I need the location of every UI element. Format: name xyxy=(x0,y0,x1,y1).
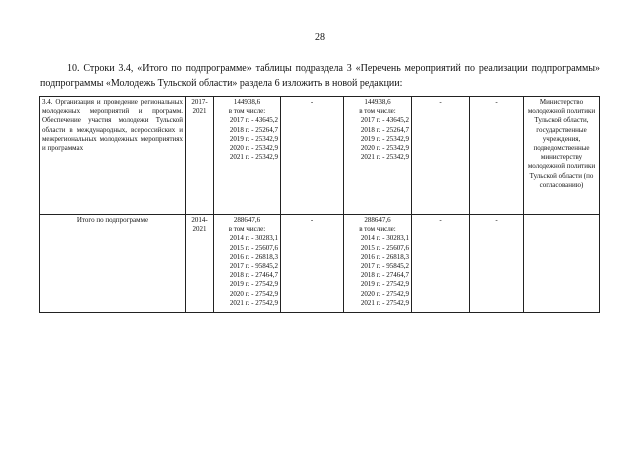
amendment-paragraph: 10. Строки 3.4, «Итого по подпрограмме» таблицы подраздела 3 «Перечень мероприятий по реализации подпрограммы» подпрограммы «Молодежь Тульской области» раздела 6 изложить в новой редакции: xyxy=(40,63,600,89)
executor-cell: Министерство молодежной политики Тульской области, государственные учреждения, подведомственные министерству молодежной политики Тульской области (по согласованию) xyxy=(524,97,600,215)
year-amount: 2019 г. - 27542,9 xyxy=(229,280,278,289)
year-amount: 2019 г. - 25342,9 xyxy=(360,134,409,143)
year-amount: 2020 г. - 27542,9 xyxy=(229,289,278,298)
total-funding-cell xyxy=(214,97,281,215)
year-amount: 2015 г. - 25607,6 xyxy=(360,243,409,252)
including-label: в том числе: xyxy=(359,225,396,234)
executor-cell xyxy=(524,215,600,313)
year-amount: 2020 г. - 25342,9 xyxy=(229,144,278,153)
year-amount: 2015 г. - 25607,6 xyxy=(229,243,278,252)
year-amount: 2014 г. - 30283,1 xyxy=(360,234,409,243)
regional-budget-cell xyxy=(344,215,412,313)
total-amount: 144938,6 xyxy=(364,98,391,106)
page-number: 28 xyxy=(315,32,325,43)
year-amount: 2021 г. - 25342,9 xyxy=(229,153,278,162)
table-row-total xyxy=(40,215,600,313)
extrabudgetary-cell: - xyxy=(470,97,524,215)
activity-name-cell: 3.4. Организация и проведение региональных молодежных мероприятий и программ. Обеспечение участия молодежи Тульской области в международных, всероссийских и межрегиональных молодежных мероприятиях и программах xyxy=(40,97,186,215)
year-amount: 2018 г. - 27464,7 xyxy=(360,271,409,280)
federal-budget-cell: - xyxy=(281,215,344,313)
including-label: в том числе: xyxy=(228,107,266,116)
total-label-cell: Итого по подпрограмме xyxy=(40,215,186,313)
including-label: в том числе: xyxy=(228,225,266,234)
year-amount: 2016 г. - 26818,3 xyxy=(360,252,409,261)
year-amount: 2018 г. - 27464,7 xyxy=(229,271,278,280)
year-amount: 2020 г. - 27542,9 xyxy=(360,289,409,298)
extrabudgetary-cell: - xyxy=(470,215,524,313)
total-amount: 288647,6 xyxy=(364,216,391,224)
year-amount: 2021 г. - 27542,9 xyxy=(229,298,278,307)
year-amount: 2017 г. - 95845,2 xyxy=(360,262,409,271)
year-amount: 2018 г. - 25264,7 xyxy=(360,125,409,134)
table-row-3-4 xyxy=(40,97,600,215)
year-amount: 2019 г. - 25342,9 xyxy=(229,134,278,143)
year-amount: 2021 г. - 27542,9 xyxy=(360,298,409,307)
year-amount: 2020 г. - 25342,9 xyxy=(360,144,409,153)
year-amount: 2017 г. - 43645,2 xyxy=(360,116,409,125)
total-amount: 288647,6 xyxy=(233,216,261,224)
year-amount: 2016 г. - 26818,3 xyxy=(229,252,278,261)
year-amount: 2019 г. - 27542,9 xyxy=(360,280,409,289)
including-label: в том числе: xyxy=(359,107,396,116)
year-amount: 2021 г. - 25342,9 xyxy=(360,153,409,162)
year-amount: 2017 г. - 95845,2 xyxy=(229,262,278,271)
year-amount: 2018 г. - 25264,7 xyxy=(229,125,278,134)
year-amount: 2014 г. - 30283,1 xyxy=(229,234,278,243)
local-budget-cell: - xyxy=(412,97,470,215)
federal-budget-cell: - xyxy=(281,97,344,215)
period-cell: 2014-2021 xyxy=(186,215,214,313)
year-amount: 2017 г. - 43645,2 xyxy=(229,116,278,125)
local-budget-cell: - xyxy=(412,215,470,313)
funding-table xyxy=(39,96,600,313)
regional-budget-cell xyxy=(344,97,412,215)
period-cell: 2017-2021 xyxy=(186,97,214,215)
total-amount: 144938,6 xyxy=(233,98,261,106)
total-funding-cell xyxy=(214,215,281,313)
